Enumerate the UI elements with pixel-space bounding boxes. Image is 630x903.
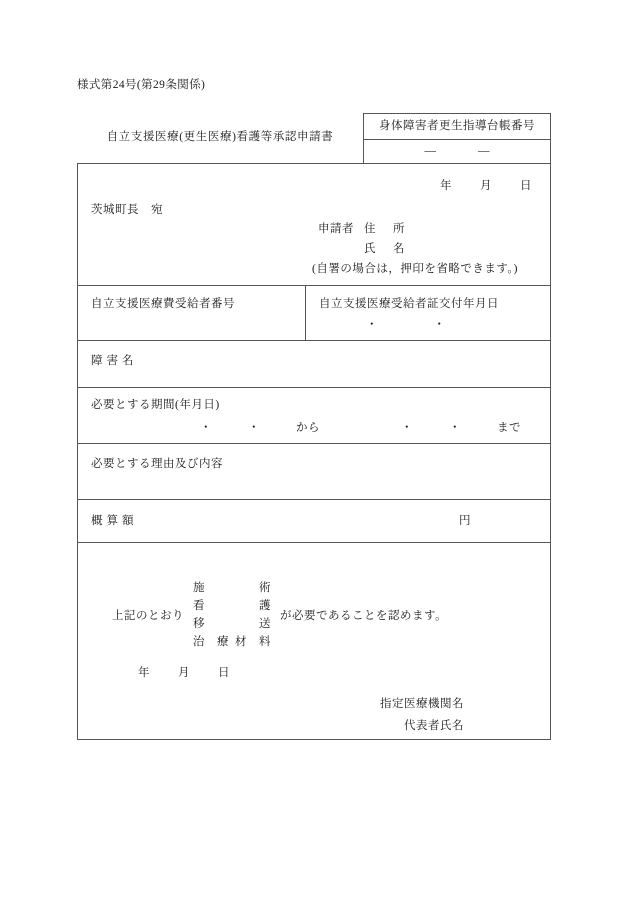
recipient-row [78, 286, 550, 341]
page-title: 自立支援医療(更生医療)看護等承認申請書 [106, 131, 334, 143]
date-year-label: 年 [440, 180, 452, 192]
application-form-table [77, 163, 551, 740]
service-kango-right: 護 [259, 600, 271, 612]
issue-date-dot-2: ・ [433, 319, 445, 331]
name-label: 氏 名 [364, 243, 408, 255]
service-item-chiryo-zairyo[interactable] [193, 633, 271, 651]
period-values [200, 419, 521, 435]
certification-date-day-label: 日 [218, 667, 230, 679]
institution-name-label[interactable]: 指定医療機関名 [380, 698, 464, 710]
period-from-label: から [296, 422, 320, 434]
disability-name-label: 障害名 [91, 355, 138, 367]
period-to-label: まで [497, 422, 521, 434]
recipient-number-label: 自立支援医療費受給者番号 [91, 298, 235, 310]
estimate-currency-unit: 円 [459, 515, 471, 527]
application-date[interactable] [440, 177, 532, 193]
service-item-isou[interactable] [193, 615, 271, 633]
issue-date-dot-1: ・ [366, 319, 378, 331]
applicant-row [78, 164, 550, 286]
applicant-spacer [318, 240, 364, 256]
applicant-name-row[interactable] [318, 240, 518, 256]
service-type-list [193, 579, 271, 651]
date-day-label: 日 [520, 180, 532, 192]
service-isou-left: 移 [193, 618, 205, 630]
certification-statement [112, 579, 447, 651]
issue-date-separators [366, 316, 445, 332]
service-chiryo-right: 材 料 [235, 636, 271, 648]
service-item-kango[interactable] [193, 597, 271, 615]
ledger-number-header: 身体障害者更生指導台帳番号 [364, 114, 550, 140]
service-item-shijutsu[interactable] [193, 579, 271, 597]
service-shijutsu-left: 施 [193, 582, 205, 594]
period-label: 必要とする期間(年月日) [91, 399, 220, 411]
certification-tail-text: が必要であることを認めます。 [280, 610, 448, 622]
applicant-fields [312, 220, 518, 276]
issue-date-label: 自立支援医療受給者証交付年月日 [319, 298, 499, 310]
period-dot-1: ・ [200, 422, 212, 434]
disability-row[interactable] [78, 341, 550, 388]
period-dot-3: ・ [401, 422, 413, 434]
applicant-label: 申請者 [318, 223, 354, 235]
certification-row [78, 543, 550, 739]
service-shijutsu-right: 術 [259, 582, 271, 594]
form-number: 様式第24号(第29条関係) [77, 79, 206, 91]
ledger-number-part1: — [424, 145, 436, 157]
applicant-address-row[interactable] [318, 220, 518, 236]
seal-omission-note: (自署の場合は，押印を省略できます。) [312, 263, 518, 275]
certification-date-month-label: 月 [178, 667, 190, 679]
ledger-number-value[interactable] [364, 140, 550, 163]
service-isou-right: 送 [259, 618, 271, 630]
period-dot-4: ・ [449, 422, 461, 434]
certification-date-year-label: 年 [138, 667, 150, 679]
certification-date[interactable] [138, 664, 230, 680]
estimate-label: 概算額 [91, 515, 138, 527]
ledger-number-box [363, 113, 551, 164]
reason-label: 必要とする理由及び内容 [91, 458, 223, 470]
addressee-label: 茨城町長 宛 [91, 204, 163, 216]
address-label: 住 所 [364, 223, 408, 235]
period-dot-2: ・ [248, 422, 260, 434]
representative-name-label[interactable]: 代表者氏名 [404, 720, 464, 732]
ledger-number-part2: — [478, 145, 490, 157]
issue-date-cell[interactable] [306, 286, 550, 340]
estimate-row[interactable] [78, 500, 550, 543]
certification-lead-text: 上記のとおり [112, 610, 184, 622]
period-row[interactable] [78, 388, 550, 444]
signer-fields [316, 695, 464, 739]
date-month-label: 月 [480, 180, 492, 192]
reason-row[interactable] [78, 444, 550, 500]
service-kango-left: 看 [193, 600, 205, 612]
service-chiryo-left: 治 療 [193, 636, 229, 648]
recipient-number-cell[interactable] [78, 286, 306, 340]
